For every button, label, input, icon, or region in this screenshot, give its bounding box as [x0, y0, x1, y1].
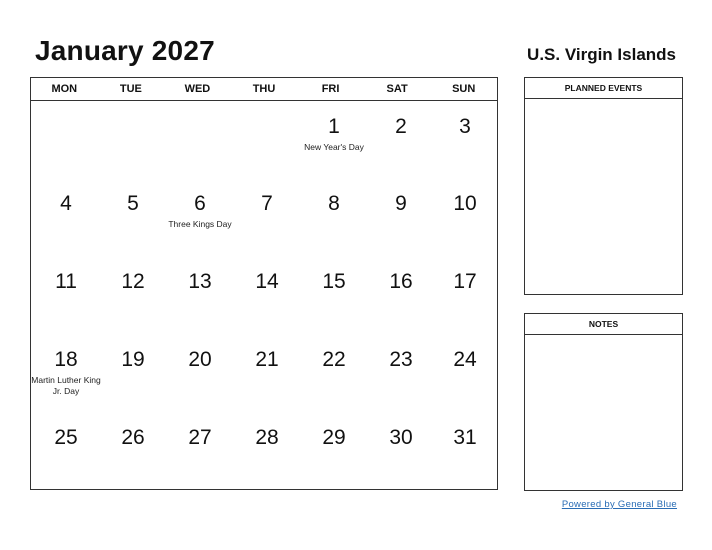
weekday-mon: MON: [51, 83, 78, 95]
day-cell: [433, 334, 497, 412]
day-number: 7: [261, 192, 273, 215]
day-cell: [101, 101, 165, 178]
calendar-weeks: [31, 101, 497, 490]
day-number: 30: [389, 426, 413, 449]
day-cell: [369, 101, 433, 178]
weekday-thu: THU: [252, 83, 276, 95]
planned-events-heading: PLANNED EVENTS: [525, 78, 682, 99]
weekday-sun: SUN: [452, 83, 476, 95]
calendar-grid: [30, 77, 498, 490]
day-cell: [235, 178, 299, 256]
day-cell: [101, 256, 165, 334]
day-cell: [101, 334, 165, 412]
day-number: 3: [459, 115, 471, 138]
day-number: 9: [395, 192, 407, 215]
day-number: 10: [453, 192, 477, 215]
day-number: 18: [54, 348, 78, 371]
day-number: 14: [255, 270, 279, 293]
day-number: 5: [127, 192, 139, 215]
day-cell: [165, 412, 235, 490]
day-number: 16: [389, 270, 413, 293]
day-cell: [299, 256, 369, 334]
day-cell: [101, 178, 165, 256]
day-cell: [101, 412, 165, 490]
notes-panel: [524, 313, 683, 491]
day-cell: [369, 178, 433, 256]
day-number: 12: [121, 270, 145, 293]
day-cell: [235, 412, 299, 490]
day-number: 23: [389, 348, 413, 371]
day-number: 17: [453, 270, 477, 293]
day-number: 13: [188, 270, 212, 293]
day-number: 29: [322, 426, 346, 449]
day-number: 19: [121, 348, 145, 371]
day-cell: [31, 334, 101, 412]
day-number: 6: [194, 192, 206, 215]
day-cell: [433, 178, 497, 256]
day-cell: [299, 334, 369, 412]
day-cell: [31, 412, 101, 490]
day-number: 21: [255, 348, 279, 371]
day-number: 2: [395, 115, 407, 138]
day-number: 1: [328, 115, 340, 138]
notes-heading: NOTES: [525, 314, 682, 335]
weekday-sat: SAT: [386, 83, 408, 95]
day-number: 8: [328, 192, 340, 215]
day-cell: [433, 412, 497, 490]
day-number: 22: [322, 348, 346, 371]
day-number: 24: [453, 348, 477, 371]
day-number: 4: [60, 192, 72, 215]
planned-events-panel: [524, 77, 683, 295]
holiday-label: New Year's Day: [304, 142, 364, 152]
page-title: January 2027: [35, 35, 215, 66]
day-cell: [299, 101, 369, 178]
day-number: 27: [188, 426, 212, 449]
day-cell: [369, 256, 433, 334]
powered-by-link[interactable]: Powered by General Blue: [561, 499, 677, 510]
region-label: U.S. Virgin Islands: [527, 45, 676, 64]
day-number: 20: [188, 348, 212, 371]
day-cell: [299, 178, 369, 256]
day-cell: [165, 334, 235, 412]
holiday-label: Three Kings Day: [168, 219, 232, 229]
day-number: 25: [54, 426, 78, 449]
weekday-fri: FRI: [321, 83, 340, 95]
day-number: 28: [255, 426, 279, 449]
day-number: 11: [55, 270, 77, 293]
day-cell: [369, 334, 433, 412]
day-cell: [235, 101, 299, 178]
day-number: 31: [453, 426, 477, 449]
weekday-wed: WED: [184, 83, 211, 95]
day-cell: [235, 334, 299, 412]
day-cell: [165, 178, 235, 256]
day-cell: [235, 256, 299, 334]
weekday-tue: TUE: [119, 83, 142, 95]
day-cell: [165, 101, 235, 178]
day-cell: [31, 101, 101, 178]
day-cell: [369, 412, 433, 490]
day-cell: [31, 178, 101, 256]
day-cell: [433, 101, 497, 178]
day-cell: [165, 256, 235, 334]
holiday-label: Martin Luther King Jr. Day: [31, 375, 101, 396]
day-cell: [31, 256, 101, 334]
day-cell: [299, 412, 369, 490]
day-cell: [433, 256, 497, 334]
weekday-header-row: [31, 78, 497, 101]
day-number: 26: [121, 426, 145, 449]
day-number: 15: [322, 270, 346, 293]
